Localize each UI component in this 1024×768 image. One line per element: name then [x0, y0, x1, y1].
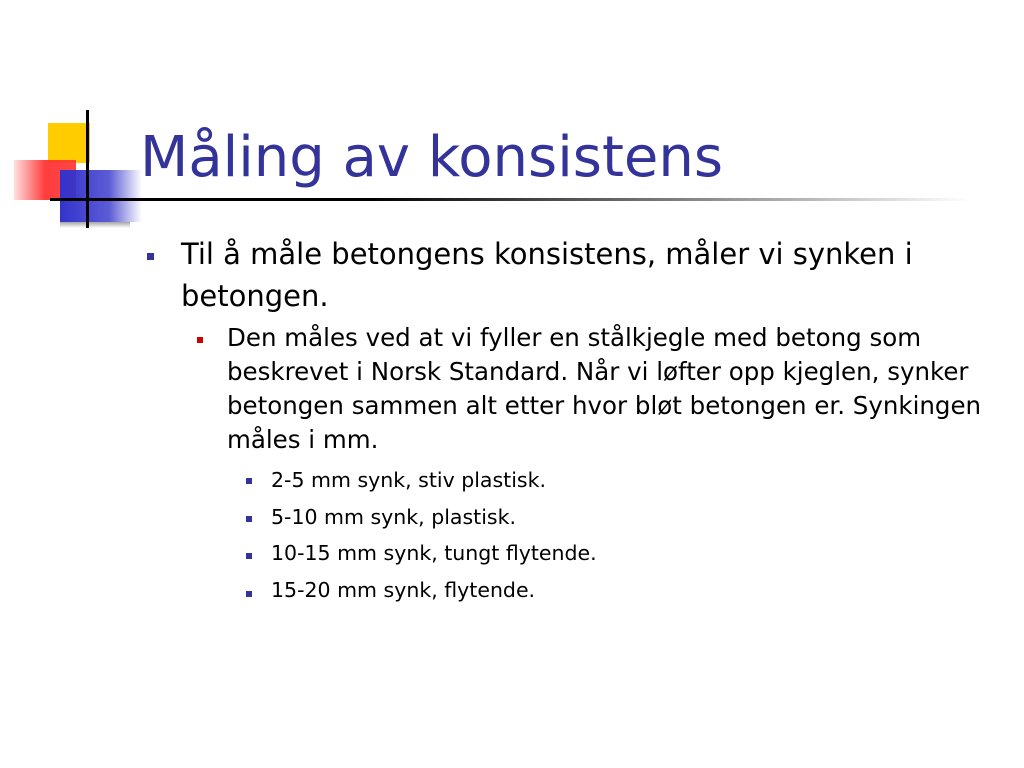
- slide-title: Måling av konsistens: [140, 125, 724, 190]
- bullet-level3-marker: [246, 591, 252, 597]
- bullet-level3-marker: [246, 478, 252, 484]
- bullet-level3-marker: [246, 553, 252, 559]
- bullet-level1-text: Til å måle betongens konsistens, måler vi synken i betongen.: [181, 237, 913, 313]
- bullet-level3-text: 15-20 mm synk, flytende.: [271, 578, 536, 602]
- bullet-level3-marker: [246, 516, 252, 522]
- bullet-level3-text: 2-5 mm synk, stiv plastisk.: [271, 468, 546, 492]
- bullet-level2-marker: [197, 337, 203, 343]
- bullet-level2-text: Den måles ved at vi fyller en stålkjegle med betong som beskrevet i Norsk Standard. Når vi løfter opp kjeglen, synker betongen sammen alt etter hvor bløt betongen er. Synkingen måles i mm.: [227, 323, 982, 454]
- bullet-level3-text: 5-10 mm synk, plastisk.: [271, 505, 516, 529]
- bullet-level1-marker: [147, 253, 154, 260]
- bullet-level3-text: 10-15 mm synk, tungt flytende.: [271, 541, 597, 565]
